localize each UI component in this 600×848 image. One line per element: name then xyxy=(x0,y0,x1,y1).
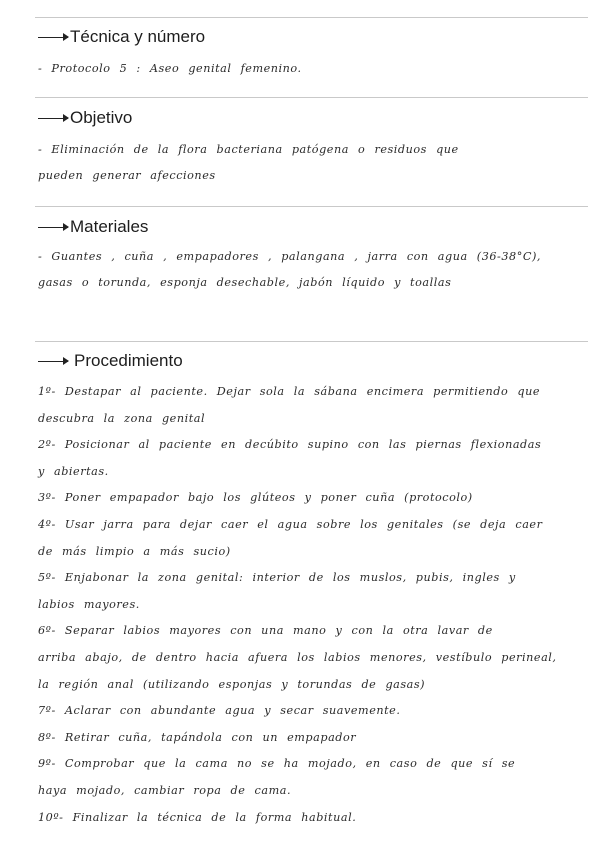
text-line: 7º- Aclarar con abundante agua y secar suavemente. xyxy=(38,704,401,718)
text-line: 1º- Destapar al paciente. Dejar sola la sábana encimera permitiendo que xyxy=(38,385,541,398)
text-line: 8º- Retirar cuña, tapándola con un empapador xyxy=(38,730,357,744)
text-line: 4º- Usar jarra para dejar caer el agua sobre los genitales (se deja caer xyxy=(38,517,543,531)
section-title: Técnica y número xyxy=(70,27,206,46)
section-body-materiales xyxy=(38,244,593,296)
text-line: la región anal (utilizando esponjas y torundas de gasas) xyxy=(38,677,426,691)
text-line: labios mayores. xyxy=(38,597,140,611)
text-line: - Protocolo 5 : Aseo genital femenino. xyxy=(38,62,302,75)
text-line: arriba abajo, de dentro hacia afuera los labios menores, vestíbulo perineal, xyxy=(38,650,557,664)
section-heading-procedimiento xyxy=(38,351,183,371)
section-title: Procedimiento xyxy=(74,351,183,370)
section-title: Objetivo xyxy=(70,108,133,127)
divider-objetivo xyxy=(35,97,588,98)
text-line: 9º- Comprobar que la cama no se ha mojado, en caso de que sí se xyxy=(38,757,516,771)
text-line: 2º- Posicionar al paciente en decúbito supino con las piernas flexionadas xyxy=(38,438,542,452)
text-line: 5º- Enjabonar la zona genital: interior de los muslos, pubis, ingles y xyxy=(38,571,516,585)
text-line: descubra la zona genital xyxy=(38,411,206,425)
text-line: - Eliminación de la flora bacteriana patógena o residuos que xyxy=(38,143,459,156)
arrow-icon xyxy=(38,227,68,228)
text-line: - Guantes , cuña , empapadores , palangana , jarra con agua (36-38°C), xyxy=(38,250,541,263)
section-heading-tecnica xyxy=(38,27,205,47)
text-line: de más limpio a más sucio) xyxy=(38,544,231,558)
text-line: 10º- Finalizar la técnica de la forma habitual. xyxy=(38,810,357,824)
section-body-objetivo xyxy=(38,137,593,189)
arrow-icon xyxy=(38,37,68,38)
divider-procedimiento xyxy=(35,341,588,342)
arrow-icon xyxy=(38,361,68,362)
text-line: pueden generar afecciones xyxy=(38,169,216,182)
text-line: 3º- Poner empapador bajo los glúteos y poner cuña (protocolo) xyxy=(38,491,473,505)
divider-top xyxy=(35,17,588,18)
section-heading-materiales xyxy=(38,217,148,237)
text-line: y abiertas. xyxy=(38,464,109,478)
arrow-icon xyxy=(38,118,68,119)
section-body-tecnica xyxy=(38,56,593,82)
section-body-procedimiento xyxy=(38,379,593,831)
section-heading-objetivo xyxy=(38,108,132,128)
divider-materiales xyxy=(35,206,588,207)
text-line: haya mojado, cambiar ropa de cama. xyxy=(38,783,292,797)
text-line: 6º- Separar labios mayores con una mano y con la otra lavar de xyxy=(38,624,493,638)
text-line: gasas o torunda, esponja desechable, jabón líquido y toallas xyxy=(38,276,452,289)
section-title: Materiales xyxy=(70,217,149,236)
